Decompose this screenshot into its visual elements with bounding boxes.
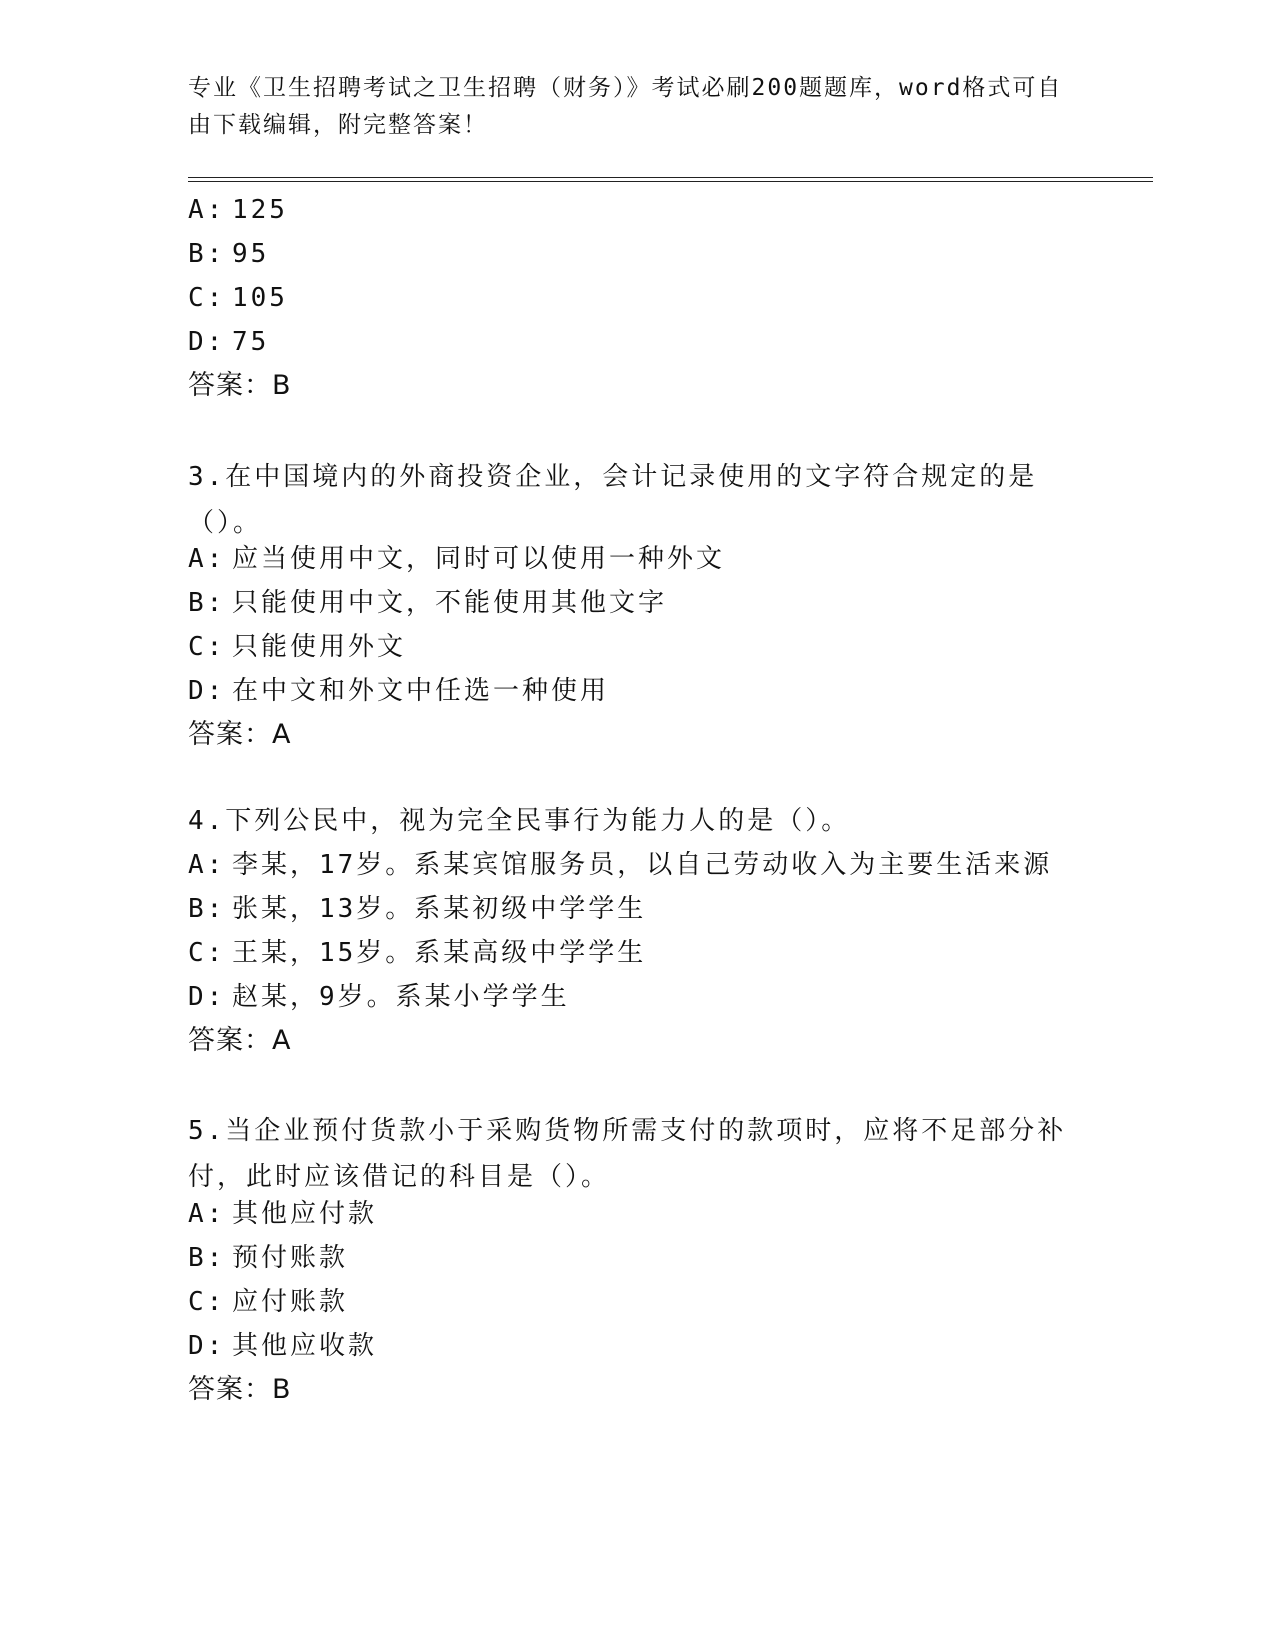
- q3-option-a: [188, 541, 725, 577]
- option-key: C:: [188, 283, 226, 313]
- q5-answer: 答案：B: [188, 1374, 292, 1405]
- header-rule-top: [188, 177, 1153, 178]
- q5-option-a: [188, 1196, 377, 1232]
- document-header: 专业《卫生招聘考试之卫生招聘（财务）》考试必刷200题题库，word格式可自由下载编辑，附完整答案！: [188, 75, 1063, 138]
- option-text: 其他应付款: [232, 1199, 378, 1229]
- option-text: 李某，17岁。系某宾馆服务员，以自己劳动收入为主要生活来源: [232, 850, 1053, 880]
- option-text: 应付账款: [232, 1287, 349, 1317]
- option-key: B:: [188, 588, 226, 618]
- option-key: A:: [188, 544, 226, 574]
- q4-option-b: [188, 891, 646, 927]
- option-key: D:: [188, 1331, 226, 1361]
- option-text: 75: [232, 327, 270, 357]
- q2-option-b: [188, 236, 269, 272]
- option-text: 只能使用中文，不能使用其他文字: [232, 588, 668, 618]
- header-rule-bottom: [188, 181, 1153, 182]
- q5-option-d: [188, 1328, 377, 1364]
- option-text: 在中文和外文中任选一种使用: [232, 676, 610, 706]
- q4-option-a: [188, 847, 1052, 883]
- q3-question: 3.在中国境内的外商投资企业，会计记录使用的文字符合规定的是（）。: [188, 462, 1038, 538]
- q2-answer: 答案：B: [188, 370, 292, 401]
- q5-option-c: [188, 1284, 348, 1320]
- option-text: 应当使用中文，同时可以使用一种外文: [232, 544, 726, 574]
- q3-answer: 答案：A: [188, 719, 292, 750]
- option-key: A:: [188, 195, 226, 225]
- option-text: 105: [232, 283, 288, 313]
- option-key: B:: [188, 894, 226, 924]
- option-text: 预付账款: [232, 1243, 349, 1273]
- option-key: D:: [188, 982, 226, 1012]
- q3-option-d: [188, 673, 609, 709]
- q3-option-c: [188, 629, 406, 665]
- q4-question: 4.下列公民中，视为完全民事行为能力人的是（）。: [188, 806, 851, 836]
- option-text: 王某，15岁。系某高级中学学生: [232, 938, 647, 968]
- option-key: A:: [188, 850, 226, 880]
- q5-option-b: [188, 1240, 348, 1276]
- option-text: 只能使用外文: [232, 632, 407, 662]
- option-key: A:: [188, 1199, 226, 1229]
- q2-option-d: [188, 324, 269, 360]
- option-key: C:: [188, 1287, 226, 1317]
- option-key: B:: [188, 239, 226, 269]
- q4-option-c: [188, 935, 646, 971]
- option-key: C:: [188, 938, 226, 968]
- q4-option-d: [188, 979, 570, 1015]
- q4-answer: 答案：A: [188, 1025, 292, 1056]
- option-text: 张某，13岁。系某初级中学学生: [232, 894, 647, 924]
- option-text: 赵某，9岁。系某小学学生: [232, 982, 570, 1012]
- q3-option-b: [188, 585, 667, 621]
- q2-option-a: [188, 192, 288, 228]
- option-text: 其他应收款: [232, 1331, 378, 1361]
- q5-question: 5.当企业预付货款小于采购货物所需支付的款项时，应将不足部分补付，此时应该借记的科目是（）。: [188, 1116, 1067, 1192]
- option-text: 125: [232, 195, 288, 225]
- option-key: C:: [188, 632, 226, 662]
- q2-option-c: [188, 280, 288, 316]
- option-text: 95: [232, 239, 270, 269]
- option-key: D:: [188, 327, 226, 357]
- option-key: B:: [188, 1243, 226, 1273]
- option-key: D:: [188, 676, 226, 706]
